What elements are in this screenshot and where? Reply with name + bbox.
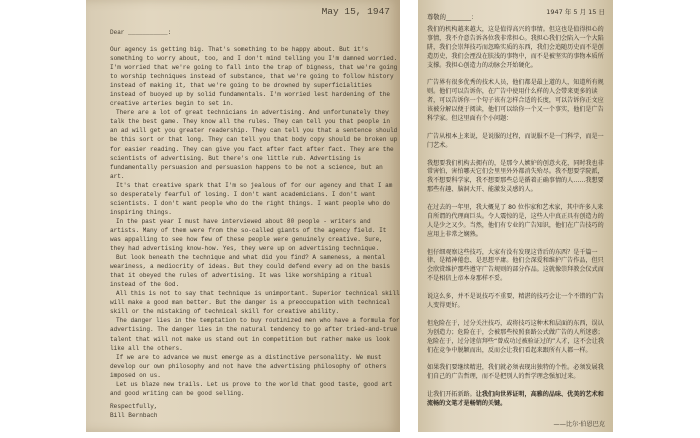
letter-salutation-zh: 尊敬的________： <box>427 14 478 21</box>
final-lead: 让我们开拓新路。 <box>427 391 476 399</box>
paragraph-zh: 说这么多，并不是说技巧不重要，精湛的技巧会让一个不错的广告人变得更好。 <box>427 293 604 309</box>
final-emphasis: 让我们向世界证明，高雅的品味、优美的艺术和流畅的文笔才是畅销的关键。 <box>427 391 604 407</box>
paragraph-zh: 但仔细观察这些技巧，大家有没有发现这背后的东西？是千篇一律、是精神倦怠、是思想平庸。他们会深爱和维护广告作品，但只会欣赏维护那些遵守广告规则的部分作品。这就像崇拜教会仪式而不是相信上帝本身那样不妥。 <box>427 248 604 283</box>
letter-date: May 15, 1947 <box>321 6 390 17</box>
closing-phrase: Respectfully, <box>110 403 158 410</box>
paragraph: If we are to advance we must emerge as a distinctive personality. We must develop our own philosophy and not have the advertising philosophy of others imposed on us. <box>110 353 387 379</box>
signature-zh: ——比尔·伯恩巴克 <box>553 421 605 428</box>
paragraph-zh: 但危险在于，过分关注技巧，或将技巧这种术和层面的东西，误认为创造力；危险在于，会被那些按照套路公式做广告的人所迷惑；危险在于，过分迷信拜些“曾成功过被验证过的”人才，这不会让我们在竞争中脱颖而出，反而会让我们看起来跟所有人都一样。 <box>427 319 604 354</box>
paragraph-zh: 我想要我们机构去拥有的，是那令人嫉妒的创意火花，同时我也非常害怕，害怕哪天它们会里里外外都消失殆尽。我不想要学院派，我不想要科学家，我不想要那些总是循着正确事情的人……我想要那些有趣、脑洞大开、能激发灵感的人。 <box>427 159 604 194</box>
paragraph-zh: 广告从根本上来说，是说服的过程，而说服不是一门科学，而是一门艺术。 <box>427 132 604 149</box>
paragraph: The danger lies in the temptation to buy routinized men who have a formula for advertising. The danger lies in the natural tendency to go after tried-and-true talent that will not make us stand out in competition but rather make us look like all the others. <box>110 317 400 352</box>
letter-salutation: Dear ___________: <box>110 29 172 36</box>
paragraph: Let us blaze new trails. Let us prove to the world that good taste, good art and good writing can be good selling. <box>110 380 393 397</box>
letter-date-zh: 1947 年 5 月 15 日 <box>546 8 605 16</box>
signature: Bill Bernbach <box>110 412 158 419</box>
paragraph: Our agency is getting big. That's something to be happy about. But it's something to worry about, too, and I don't mind telling you I'm damned worried. I'm worried that we're going to fall into the trap of bigness, that we're going to worship techniques instead of substance, that we're going to follow history instead of making it, that we're going to be drowned by superficialities instead of buoyed up by solid fundamentals. I'm worried lest hardening of the creative arteries begin to set in. <box>110 46 398 108</box>
paragraph: It's that creative spark that I'm so jealous of for our agency and that I am so desperately fearful of losing. I don't want academicians. I don't want scientists. I don't want people who do the right things. I want people who do inspiring things. <box>110 181 393 216</box>
paragraph-zh: 在过去的一年里，我大概见了 80 位作家和艺术家，其中许多人来自所谓的代理商巨头。令人震惊的是，这些人中真正具有创造力的人是少之又少。当然，他们有专业的广告知识，他们在广告技巧的应用上非常之娴熟。 <box>427 204 604 238</box>
paragraph: But look beneath the technique and what did you find? A sameness, a mental weariness, a mediocrity of ideas. But they could defend every ad on the basis that it obeyed the rules of advertising. It was like worshiping a ritual instead of the God. <box>110 254 391 289</box>
letter-body <box>110 45 400 398</box>
final-paragraph-zh <box>427 391 607 409</box>
paragraph: In the past year I must have interviewed about 80 people - writers and artists. Many of them were from the so-called giants of the agency field. It was appalling to see how few of these people were genuinely creative. Sure, they had advertising know-how. Yes, they were up on advertising technique. <box>110 217 387 253</box>
chinese-translation-page <box>418 0 613 432</box>
paragraph-zh: 广告界有很多优秀的技术人员，他们都是最上道的人，知道所有规则。他们可以告诉你，在广告中使用什么样的人会带来更多的读者，可以告诉你一个句子该有怎样合适的长度，可以告诉你正文应该被分解以便于阅读，他们可以给你一个又一个事实，他们是广告科学家。但这里面有个小问题： <box>427 79 604 123</box>
letter-closing <box>110 402 158 420</box>
paragraph-zh: 如果我们要继续精进，我们就必须表现出独特的个性。必须发展我们自己的广告哲理，而不是把别人的哲学理念强加过来。 <box>427 364 604 381</box>
paragraph: There are a lot of great technicians in advertising. And unfortunately they talk the best game. They know all the rules. They can tell you that people in an ad will get you greater readership. They can tell you that a sentence should be this sort or that long. They can tell you that body copy should be broken up for easier reading. They can give you fact after fact after fact. They are the scientists of advertising. But there's one little rub. Advertising is fundamentally persuasion and persuasion happens to be not a science, but an art. <box>110 109 398 180</box>
paragraph-zh: 我们的机构越来越大，这是值得高兴的事情。但这也是值得担心的事情，我不介意告诉各位我非常担心。我担心我们会陷入一个大陷阱，我们会崇拜技巧而忽略实质的东西，我们会追随历史而不是创造历史，我们会湮没在肤浅的事物中，而不是被坚实的事物本质所支撑。我担心创造力的动脉会开始硬化。 <box>427 26 604 69</box>
english-letter-page <box>86 0 400 432</box>
letter-body-zh <box>427 26 607 418</box>
page-gap <box>400 0 418 438</box>
paragraph: All this is not to say that technique is unimportant. Superior technical skill will make a good man better. But the danger is a preoccupation with technical skill or the mistaking of technical skill for creative ability. <box>110 290 400 316</box>
